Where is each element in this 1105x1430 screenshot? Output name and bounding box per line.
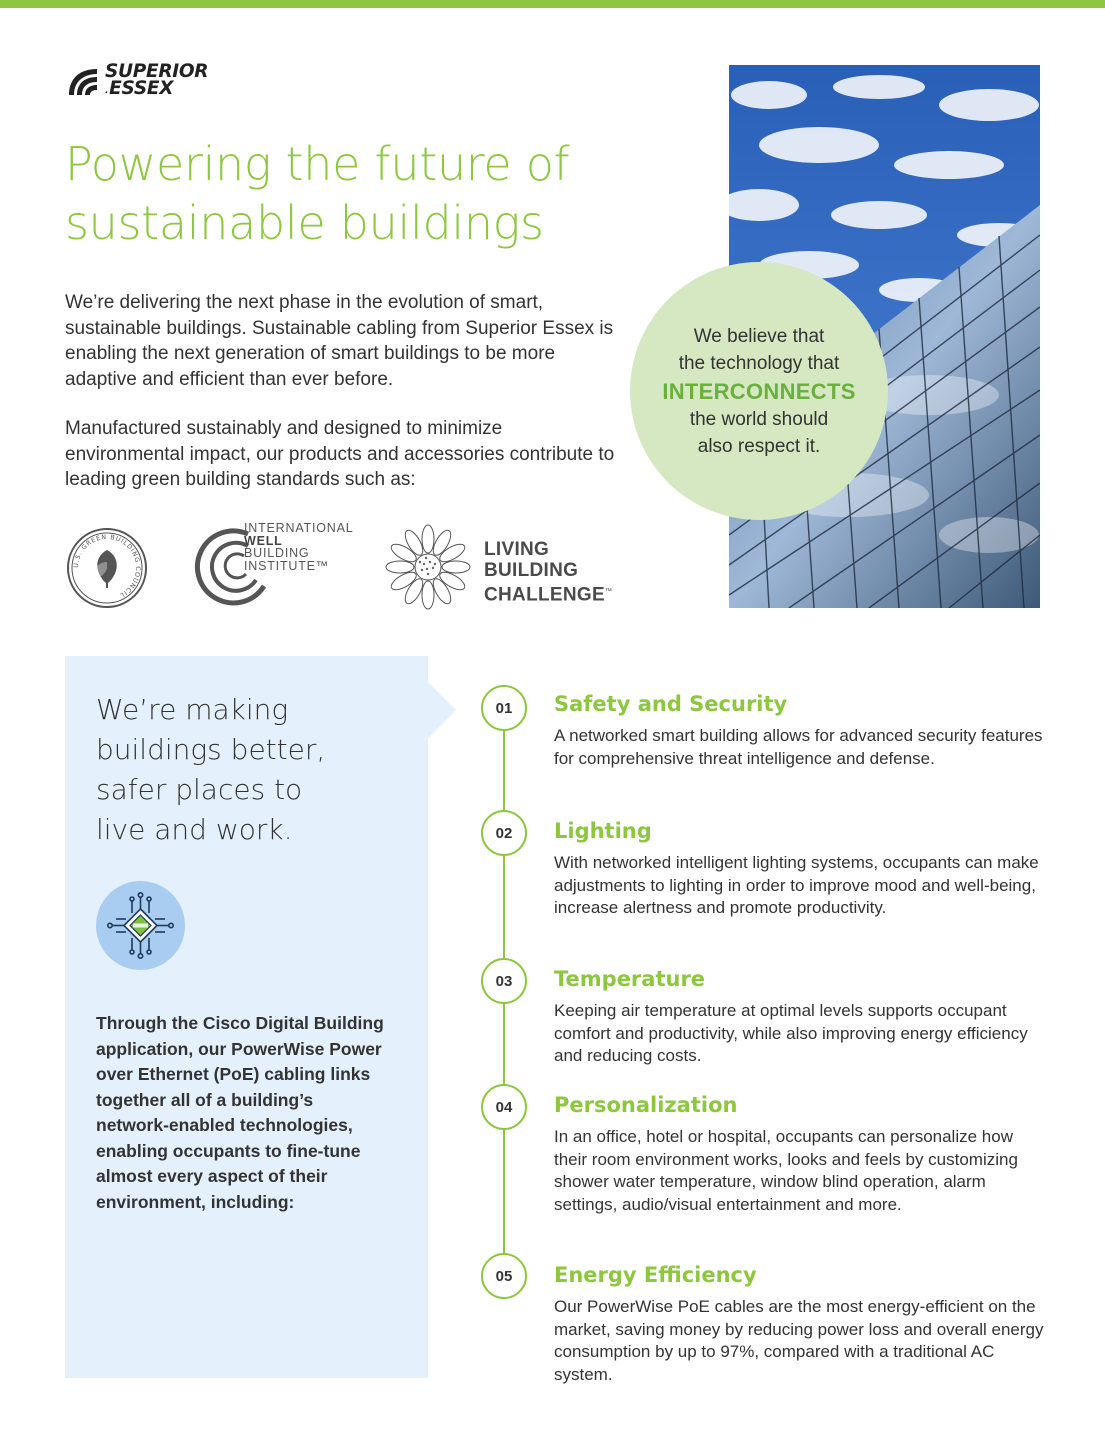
intro-paragraph-1: We’re delivering the next phase in the evolution of smart, sustainable buildings. Sustainable cabling from Superior Essex is enabling the next generation of smart buildings to be more adaptive and efficient than ever before. [65, 292, 614, 390]
network-chip-icon [96, 881, 185, 970]
feature-desc-energy: Our PowerWise PoE cables are the most energy-efficient on the market, saving money by reducing power loss and overall energy consumption by up to 97%, compared with a traditional AC system. [554, 1297, 1044, 1384]
logo-mark-icon [65, 65, 101, 99]
svg-text:U.S. GREEN BUILDING COUNCIL: U.S. GREEN BUILDING COUNCIL [72, 533, 142, 599]
top-accent-bar [0, 0, 1105, 8]
panel-body-text: Through the Cisco Digital Building application, our PowerWise Power over Ethernet (PoE) cabling links together all of a building’s network-enabled technologies, enabling occupants to fine-tune almost every aspect of their environment, including: [96, 1013, 384, 1212]
feature-title-energy: Energy Efficiency [554, 1263, 757, 1287]
panel-pointer [428, 682, 456, 738]
feature-desc-temperature: Keeping air temperature at optimal levels supports occupant comfort and productivity, while also improving energy efficiency and reducing costs. [554, 1001, 1028, 1065]
intro-paragraph-2: Manufactured sustainably and designed to minimize environmental impact, our products and accessories contribute to leading green building standards such as: [65, 418, 615, 490]
quote-line-1: We believe that [693, 325, 825, 347]
quote-callout [630, 262, 888, 520]
logo-text-line1: SUPERIOR [105, 61, 209, 82]
feature-desc-personalization: In an office, hotel or hospital, occupants can personalize how their room environment works, looks and feels by customizing shower water temperature, window blind operation, alarm settings, audio/visual entertainment and more. [554, 1127, 1018, 1214]
living-building-challenge-logo [382, 522, 632, 608]
quote-line-2: the technology that [678, 352, 840, 374]
quote-line-4: also respect it. [697, 435, 821, 457]
iwbi-logo [190, 522, 360, 608]
leaf-icon [94, 550, 117, 588]
step-number-01: 01 [481, 685, 527, 731]
feature-title-personalization: Personalization [554, 1093, 738, 1117]
feature-desc-lighting: With networked intelligent lighting systems, occupants can make adjustments to lighting in order to improve mood and well-being, increase alertness and promote productivity. [554, 853, 1039, 917]
feature-title-safety: Safety and Security [554, 692, 788, 716]
flower-icon [382, 524, 474, 610]
feature-title-temperature: Temperature [554, 967, 706, 991]
step-number-05: 05 [481, 1253, 527, 1299]
logo-text-line2: .ESSEX [105, 78, 174, 99]
panel-heading: We’re making buildings better, safer places to live and work. [96, 693, 326, 846]
page-title: Powering the future of sustainable buildings [65, 137, 570, 250]
lbc-wordmark: LIVING BUILDING CHALLENGE™ [484, 539, 613, 606]
step-number-02: 02 [481, 810, 527, 856]
iwbi-wordmark: INTERNATIONAL WELL BUILDING INSTITUTE™ [244, 521, 354, 573]
quote-highlight: INTERCONNECTS [662, 378, 856, 404]
quote-line-3: the world should [689, 408, 829, 430]
feature-title-lighting: Lighting [554, 819, 652, 843]
superior-essex-logo [65, 63, 245, 103]
usgbc-logo [65, 528, 149, 608]
feature-desc-safety: A networked smart building allows for advanced security features for comprehensive threat intelligence and defense. [554, 726, 1043, 768]
step-number-04: 04 [481, 1084, 527, 1130]
step-number-03: 03 [481, 958, 527, 1004]
